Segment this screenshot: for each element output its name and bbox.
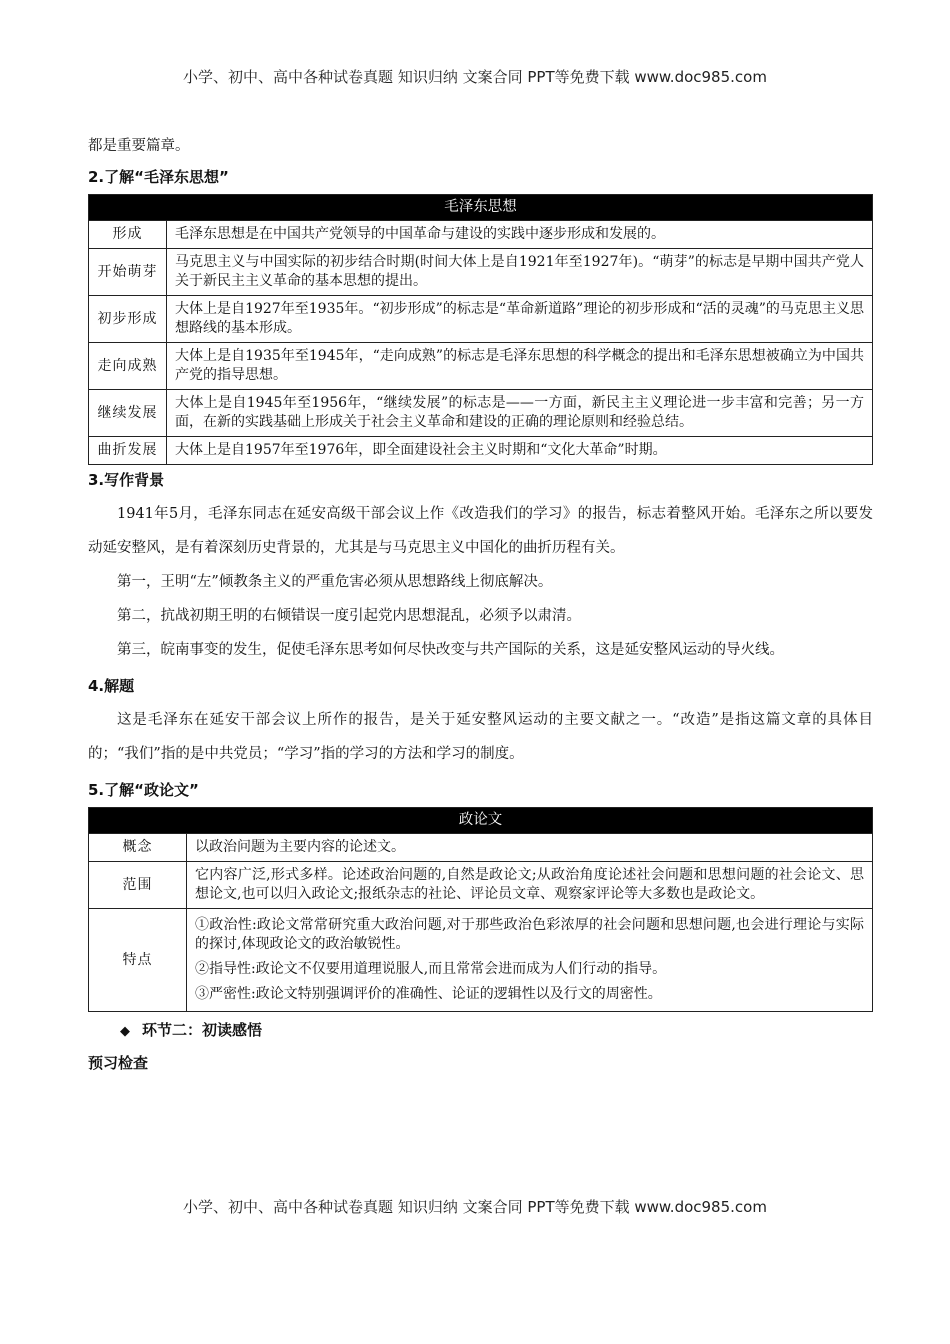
paragraph: 这是毛泽东在延安干部会议上所作的报告，是关于延安整风运动的主要文献之一。“改造”是指这篇文章的具体目的；“我们”指的是中共党员；“学习”指的学习的方法和学习的制度。 [88, 712, 873, 762]
section-2-heading: 2.了解“毛泽东思想” [88, 168, 229, 186]
paragraph: 第三，皖南事变的发生，促使毛泽东思考如何尽快改变与共产国际的关系，这是延安整风运动的导火线。 [117, 642, 784, 658]
table-row-text: 大体上是自1957年至1976年，即全面建设社会主义时期和“文化大革命”时期。 [167, 437, 873, 465]
section-4-heading: 4.解题 [88, 677, 135, 695]
intro-line: 都是重要篇章。 [88, 138, 190, 154]
table-row-label: 曲折发展 [89, 437, 167, 465]
table-row-label: 形成 [89, 221, 167, 249]
feature-item: ③严密性:政论文特别强调评价的准确性、论证的逻辑性以及行文的周密性。 [195, 986, 662, 1002]
political-essay-table [88, 807, 873, 1012]
table-row-text: 毛泽东思想是在中国共产党领导的中国革命与建设的实践中逐步形成和发展的。 [167, 221, 873, 249]
section-heading-text: 环节二：初读感悟 [142, 1021, 263, 1039]
section-5-heading: 5.了解“政论文” [88, 781, 199, 799]
section-heading-stage-2 [120, 1018, 873, 1044]
paragraph: 第一，王明“左”倾教条主义的严重危害必须从思想路线上彻底解决。 [117, 574, 553, 590]
table-row-text: 马克思主义与中国实际的初步结合时期(时间大体上是自1921年至1927年)。“萌芽”的标志是早期中国共产党人关于新民主主义革命的基本思想的提出。 [167, 249, 873, 296]
paragraph: 第二，抗战初期王明的右倾错误一度引起党内思想混乱，必须予以肃清。 [117, 608, 581, 624]
table-row-text: 大体上是自1927年至1935年。“初步形成”的标志是“革命新道路”理论的初步形成和“活的灵魂”的马克思主义思想路线的基本形成。 [167, 296, 873, 343]
political-essay-table-title: 政论文 [89, 808, 873, 834]
table-row-label: 概念 [89, 834, 187, 862]
table-row-text: 它内容广泛,形式多样。论述政治问题的,自然是政论文;从政治角度论述社会问题和思想问题的社会论文、思想论文,也可以归入政论文;报纸杂志的社论、评论员文章、观察家评论等大多数也是政论文。 [187, 862, 873, 909]
section-3-heading: 3.写作背景 [88, 471, 165, 489]
table-row-label: 开始萌芽 [89, 249, 167, 296]
table-row-text: 大体上是自1945年至1956年，“继续发展”的标志是——一方面，新民主主义理论进一步丰富和完善；另一方面，在新的实践基础上形成关于社会主义革命和建设的正确的理论原则和经验总结。 [167, 390, 873, 437]
table-row-label: 走向成熟 [89, 343, 167, 390]
document-body [88, 130, 873, 1080]
features-cell [187, 909, 873, 1012]
table-row-text: 以政治问题为主要内容的论述文。 [187, 834, 873, 862]
paragraph: 1941年5月，毛泽东同志在延安高级干部会议上作《改造我们的学习》的报告，标志着整风开始。毛泽东之所以要发动延安整风，是有着深刻历史背景的，尤其是与马克思主义中国化的曲折历程有关。 [88, 506, 873, 556]
feature-item: ②指导性:政论文不仅要用道理说服人,而且常常会进而成为人们行动的指导。 [195, 961, 667, 977]
table-row-label: 特点 [89, 909, 187, 1012]
preview-check-heading: 预习检查 [88, 1054, 149, 1072]
table-row-label: 范围 [89, 862, 187, 909]
mao-thought-table-title: 毛泽东思想 [89, 195, 873, 221]
diamond-bullet-icon: ◆ [120, 1024, 130, 1039]
table-row-label: 初步形成 [89, 296, 167, 343]
table-row-text: 大体上是自1935年至1945年，“走向成熟”的标志是毛泽东思想的科学概念的提出和毛泽东思想被确立为中国共产党的指导思想。 [167, 343, 873, 390]
page-header: 小学、初中、高中各种试卷真题 知识归纳 文案合同 PPT等免费下载 www.doc985.com [183, 68, 767, 86]
feature-item: ①政治性:政论文常常研究重大政治问题,对于那些政治色彩浓厚的社会问题和思想问题,也会进行理论与实际的探讨,体现政论文的政治敏锐性。 [195, 917, 864, 952]
mao-thought-table [88, 194, 873, 465]
page-footer: 小学、初中、高中各种试卷真题 知识归纳 文案合同 PPT等免费下载 www.doc985.com [183, 1198, 767, 1216]
table-row-label: 继续发展 [89, 390, 167, 437]
